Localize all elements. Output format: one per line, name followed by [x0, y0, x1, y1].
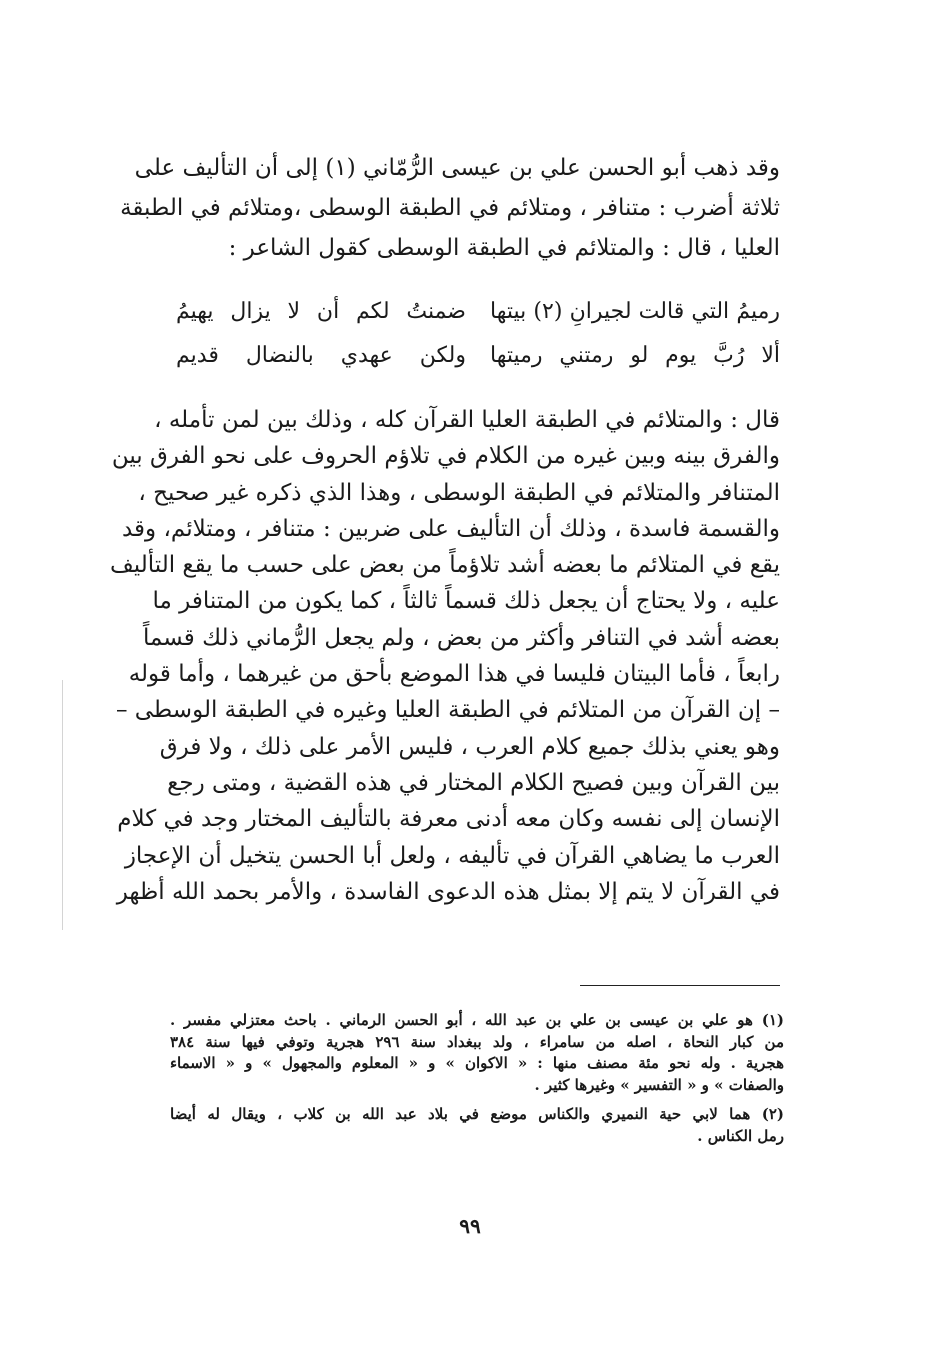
- verse-1-first-hemistich: رميمُ التي قالت لجيرانِ (٢) بيتها: [490, 299, 781, 324]
- main-line: – إن القرآن من المتلائم في الطبقة العليا وغيره في الطبقة الوسطى –: [115, 697, 780, 724]
- footnote-line: (٢) هما لابي حية النميري والكناس موضع في بلاد عبد الله بن كلاب ، ويقال له أيضا: [170, 1105, 784, 1123]
- main-line: في القرآن لا يتم إلا بمثل هذه الدعوى الفاسدة ، والأمر بحمد الله أظهر: [116, 878, 780, 905]
- main-line: يقع في المتلائم ما بعضه أشد تلاؤماً من بعض على حسب ما يقع التأليف: [110, 552, 780, 579]
- footnote-line: هجرية . وله نحو مئة مصنف منها : « الاكوان » و « المعلوم والمجهول » و « الاسماء: [170, 1054, 784, 1072]
- poem-block: [176, 290, 780, 378]
- footnote-line: رمل الكناس .: [697, 1126, 784, 1145]
- main-line: رابعاً ، فأما البيتان فليسا في هذا الموضع بأحق من غيرهما ، وأما قوله: [128, 661, 780, 688]
- main-line: بين القرآن وبين فصيح الكلام المختار في هذه القضية ، ومتى رجع: [167, 769, 780, 796]
- intro-line-1: وقد ذهب أبو الحسن علي بن عيسى الرُّمّاني (١) إلى أن التأليف على: [134, 155, 780, 181]
- main-line: المتنافر والمتلائم في الطبقة الوسطى ، وهذا الذي ذكره غير صحيح ،: [138, 479, 780, 506]
- intro-paragraph: [120, 148, 780, 268]
- verse-1-second-hemistich: ضمنتُ لكم أن لا يزال يهيمُ: [176, 299, 466, 324]
- intro-line-3: العليا ، قال : والمتلائم في الطبقة الوسطى كقول الشاعر :: [228, 235, 780, 261]
- intro-line-2: ثلاثة أضرب : متنافر ، ومتلائم في الطبقة الوسطى ،ومتلائم في الطبقة: [120, 195, 780, 221]
- main-line: عليه ، ولا يحتاج أن يجعل ذلك قسماً ثالثاً ، كما يكون من المتنافر ما: [152, 588, 780, 615]
- main-line: بعضه أشد في التنافر وأكثر من بعض ، ولم يجعل الرُّماني ذلك قسماً: [142, 624, 780, 651]
- footnote-line: والصفات » و « التفسير » وغيرها كثير .: [534, 1075, 784, 1094]
- footnote-gap: [170, 1096, 784, 1104]
- main-line: الإنسان إلى نفسه وكان معه أدنى معرفة بالتأليف المختار وجد في كلام: [117, 806, 780, 833]
- page-number: ٩٩: [459, 1214, 481, 1238]
- footnote-line: من كبار النحاة ، اصله من سامراء ، ولد ببغداد سنة ٢٩٦ هجرية وتوفي فيها سنة ٣٨٤: [170, 1032, 784, 1051]
- main-line: والقسمة فاسدة ، وذلك أن التأليف على ضربين : متنافر ، ومتلائم، وقد: [121, 515, 780, 542]
- verse-2-first-hemistich: ألا رُبَّ يوم لو رمتني رميتها: [490, 343, 780, 368]
- main-paragraph: [110, 402, 780, 910]
- footnote-line: (١) هو علي بن عيسى بن علي بن عبد الله ، أبو الحسن الرماني . باحث معتزلي مفسر .: [170, 1011, 784, 1029]
- main-line: قال : والمتلائم في الطبقة العليا القرآن كله ، وذلك بين لمن تأمله ،: [154, 407, 780, 433]
- footnote-1: [170, 1010, 784, 1096]
- footnote-separator-rule: [580, 985, 780, 986]
- poem-verse-1: [176, 290, 780, 334]
- footnotes: [170, 1010, 784, 1147]
- poem-verse-2: [176, 334, 780, 378]
- footnote-2: [170, 1104, 784, 1147]
- main-line: العرب ما يضاهي القرآن في تأليفه ، ولعل أبا الحسن يتخيل أن الإعجاز: [124, 842, 780, 869]
- verse-2-second-hemistich: ولكن عهدي بالنضال قديم: [176, 343, 466, 368]
- main-line: والفرق بينه وبين غيره من الكلام في تلاؤم الحروف على نحو الفرق بين: [111, 443, 780, 470]
- scan-margin-mark: [62, 680, 63, 930]
- main-line: وهو يعني بذلك جميع كلام العرب ، فليس الأمر على ذلك ، ولا فرق: [159, 733, 780, 760]
